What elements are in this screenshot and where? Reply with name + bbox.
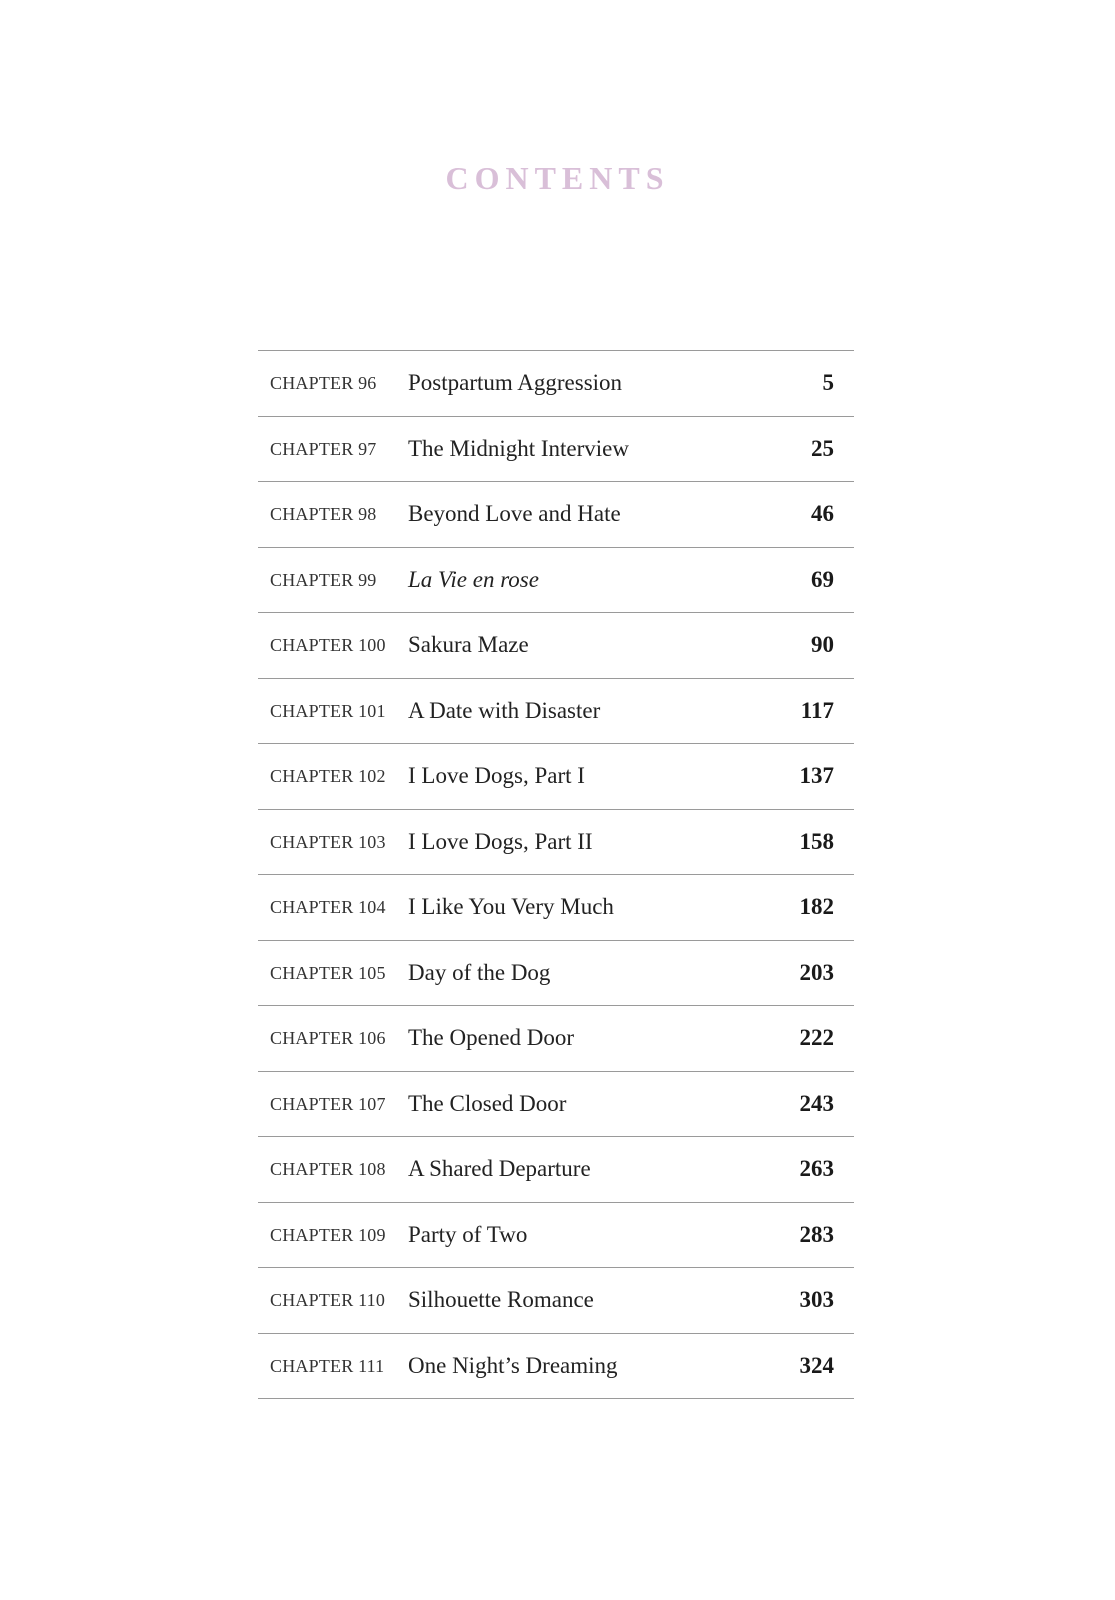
chapter-number: CHAPTER 102 [270, 766, 386, 786]
chapter-title: Sakura Maze [408, 632, 529, 657]
chapter-title: Day of the Dog [408, 959, 551, 985]
chapter-page-number: 324 [799, 1352, 834, 1378]
chapter-number: CHAPTER 111 [270, 1355, 385, 1376]
chapter-page-number: 117 [800, 697, 834, 723]
chapter-number: CHAPTER 105 [270, 962, 386, 983]
chapter-page-number: 222 [799, 1025, 834, 1050]
chapter-title: I Love Dogs, Part II [408, 828, 593, 854]
toc-row [258, 744, 854, 810]
toc-row [258, 1203, 854, 1269]
toc-row [258, 417, 854, 483]
toc-row [258, 1137, 854, 1203]
chapter-page-number: 25 [811, 435, 834, 461]
chapter-number: CHAPTER 99 [270, 569, 377, 590]
toc-row [258, 1006, 854, 1072]
chapter-title: The Opened Door [408, 1025, 575, 1050]
chapter-page-number: 69 [811, 566, 834, 592]
chapter-title: The Midnight Interview [408, 435, 630, 461]
chapter-page-number: 263 [799, 1156, 834, 1181]
chapter-title: The Closed Door [408, 1090, 567, 1116]
chapter-number: CHAPTER 109 [270, 1224, 386, 1245]
chapter-title: Beyond Love and Hate [408, 501, 621, 526]
chapter-number: CHAPTER 96 [270, 373, 377, 393]
toc-row [258, 679, 854, 745]
toc-row [258, 1072, 854, 1138]
chapter-number: CHAPTER 103 [270, 831, 386, 852]
chapter-page-number: 182 [799, 894, 834, 919]
chapter-page-number: 303 [799, 1287, 834, 1312]
chapter-title: A Date with Disaster [408, 697, 601, 723]
chapter-page-number: 203 [799, 959, 834, 985]
chapter-title: I Like You Very Much [408, 894, 614, 919]
chapter-title: Party of Two [408, 1221, 528, 1247]
chapter-number: CHAPTER 106 [270, 1028, 386, 1048]
chapter-number: CHAPTER 101 [270, 700, 386, 721]
toc-row [258, 613, 854, 679]
table-of-contents [258, 350, 854, 1399]
chapter-page-number: 283 [799, 1221, 834, 1247]
toc-row [258, 1268, 854, 1334]
chapter-title: Postpartum Aggression [408, 370, 623, 395]
chapter-page-number: 158 [799, 828, 834, 854]
chapter-number: CHAPTER 107 [270, 1093, 386, 1114]
chapter-number: CHAPTER 110 [270, 1290, 386, 1310]
toc-row [258, 482, 854, 548]
chapter-page-number: 46 [811, 501, 834, 526]
chapter-page-number: 137 [799, 763, 834, 788]
toc-row [258, 875, 854, 941]
chapter-number: CHAPTER 100 [270, 635, 386, 655]
toc-row [258, 1334, 854, 1400]
chapter-title: A Shared Departure [408, 1156, 591, 1181]
chapter-page-number: 243 [799, 1090, 834, 1116]
page-title: CONTENTS [445, 160, 670, 196]
chapter-number: CHAPTER 97 [270, 438, 377, 459]
toc-row [258, 941, 854, 1007]
chapter-number: CHAPTER 108 [270, 1159, 386, 1179]
chapter-title: One Night’s Dreaming [408, 1352, 618, 1378]
chapter-number: CHAPTER 104 [270, 897, 386, 917]
toc-row [258, 810, 854, 876]
toc-row [258, 351, 854, 417]
chapter-title: I Love Dogs, Part I [408, 763, 585, 788]
toc-row [258, 548, 854, 614]
chapter-title: La Vie en rose [408, 566, 539, 592]
chapter-page-number: 90 [811, 632, 834, 657]
chapter-title: Silhouette Romance [408, 1287, 594, 1312]
chapter-page-number: 5 [822, 370, 834, 395]
chapter-number: CHAPTER 98 [270, 504, 377, 524]
